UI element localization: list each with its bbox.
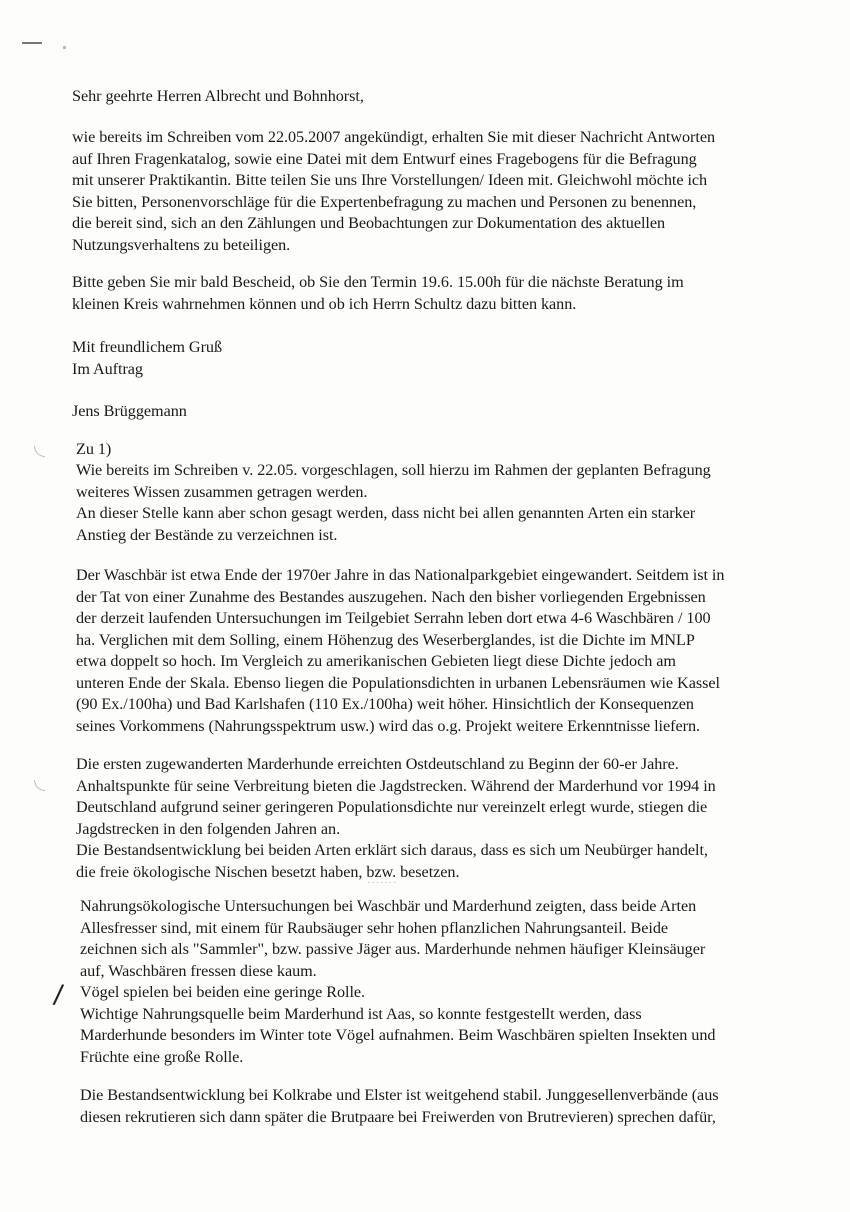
closing: Mit freundlichem Gruß	[72, 338, 222, 356]
text-line: Anhaltspunkte für seine Verbreitung bieten die Jagdstrecken. Während der Marderhund vor 1994 in	[76, 776, 716, 795]
text-line: An dieser Stelle kann aber schon gesagt werden, dass nicht bei allen genannten Arten ein starker	[76, 504, 696, 522]
answer-paragraph-5	[80, 1085, 719, 1128]
margin-handwritten-slash: /	[51, 979, 65, 1011]
text-line: Die ersten zugewanderten Marderhunde erreichten Ostdeutschland zu Beginn der 60-er Jahre.	[76, 755, 679, 773]
letter-paragraph-1	[72, 127, 715, 256]
text-line: diesen rekrutieren sich dann später die Brutpaare bei Freiwerden von Brutrevieren) sprechen dafür,	[80, 1107, 716, 1126]
answer-heading: Zu 1)	[76, 440, 112, 458]
signature-name: Jens Brüggemann	[72, 402, 187, 420]
text-line: zeichnen sich als "Sammler", bzw. passive Jäger aus. Marderhunde nehmen häufiger Kleinsäuger	[80, 940, 706, 958]
text-line: Wichtige Nahrungsquelle beim Marderhund ist Aas, so konnte festgestellt werden, dass	[80, 1004, 642, 1023]
text-line: kleinen Kreis wahrnehmen können und ob ich Herrn Schultz dazu bitten kann.	[72, 294, 577, 313]
text-line: die freie ökologische Nischen besetzt haben, bzw. besetzen.	[76, 862, 460, 881]
text-line: mit unserer Praktikantin. Bitte teilen Sie uns Ihre Vorstellungen/ Ideen mit. Gleichwohl möchte ich	[72, 171, 708, 189]
on-behalf: Im Auftrag	[72, 360, 143, 378]
text-line: auf, Waschbären fressen diese kaum.	[80, 961, 317, 980]
text-line: Wie bereits im Schreiben v. 22.05. vorgeschlagen, soll hierzu im Rahmen der geplanten Befragung	[76, 461, 711, 479]
text-line: seines Vorkommens (Nahrungsspektrum usw.) wird das o.g. Projekt weitere Erkenntnisse liefern.	[76, 716, 700, 735]
text-line: Die Bestandsentwicklung bei Kolkrabe und Elster ist weitgehend stabil. Junggesellenverbände (aus	[80, 1086, 719, 1104]
text-line: auf Ihren Fragenkatalog, sowie eine Datei mit dem Entwurf eines Fragebogens für die Befragung	[72, 149, 697, 168]
text-line: (90 Ex./100ha) und Bad Karlshafen (110 Ex./100ha) weit höher. Hinsichtlich der Konsequenzen	[76, 695, 694, 713]
answer-paragraph-3	[76, 754, 716, 883]
text-line: der Tat von einer Zunahme des Bestandes auszugehen. Nach den bisher vorliegenden Ergebnissen	[76, 587, 706, 606]
text-line: Früchte eine große Rolle.	[80, 1047, 244, 1066]
margin-hole-mark	[34, 446, 45, 457]
letter-paragraph-2	[72, 272, 684, 315]
scan-speck	[22, 42, 42, 44]
scan-dots: ·······	[367, 878, 398, 889]
text-line: der derzeit laufenden Untersuchungen im Teilgebiet Serrahn leben dort etwa 4-6 Waschbären / 100	[76, 609, 711, 627]
text-line: Die Bestandsentwicklung bei beiden Arten erklärt sich daraus, dass es sich um Neubürger handelt,	[76, 841, 708, 859]
text-line: Deutschland aufgrund seiner geringeren Populationsdichte nur vereinzelt erlegt wurde, stiegen die	[76, 798, 708, 816]
text-line: Vögel spielen bei beiden eine geringe Rolle.	[80, 983, 366, 1001]
text-line: Bitte geben Sie mir bald Bescheid, ob Sie den Termin 19.6. 15.00h für die nächste Beratung im	[72, 273, 684, 291]
text-line: Marderhunde besonders im Winter tote Vögel aufnahmen. Beim Waschbären spielten Insekten und	[80, 1026, 716, 1044]
text-line: Jagdstrecken in den folgenden Jahren an.	[76, 819, 341, 838]
scan-speck	[63, 46, 66, 49]
salutation: Sehr geehrte Herren Albrecht und Bohnhorst,	[72, 87, 364, 105]
text-line: weiteres Wissen zusammen getragen werden.	[76, 482, 368, 501]
text-line: Der Waschbär ist etwa Ende der 1970er Jahre in das Nationalparkgebiet eingewandert. Seitdem ist in	[76, 566, 725, 584]
text-line: Nutzungsverhaltens zu beteiligen.	[72, 235, 291, 254]
text-line: Nahrungsökologische Untersuchungen bei Waschbär und Marderhund zeigten, dass beide Arten	[80, 897, 697, 915]
text-line: ha. Verglichen mit dem Solling, einem Höhenzug des Weserberglandes, ist die Dichte im MNLP	[76, 630, 695, 649]
answer-paragraph-4	[80, 896, 715, 1068]
margin-hole-mark	[34, 780, 45, 791]
text-line: Allesfresser sind, mit einem für Raubsäuger sehr hohen pflanzlichen Nahrungsanteil. Beide	[80, 918, 669, 937]
text-line: unteren Ende der Skala. Ebenso liegen die Populationsdichten in urbanen Lebensräumen wie Kassel	[76, 673, 720, 692]
text-line: Sie bitten, Personenvorschläge für die Expertenbefragung zu machen und Personen zu benennen,	[72, 192, 697, 211]
text-line: Anstieg der Bestände zu verzeichnen ist.	[76, 525, 338, 544]
text-line: etwa doppelt so hoch. Im Vergleich zu amerikanischen Gebieten liegt diese Dichte jedoch am	[76, 652, 676, 670]
text-line: wie bereits im Schreiben vom 22.05.2007 angekündigt, erhalten Sie mit dieser Nachricht Antworten	[72, 128, 715, 146]
answer-paragraph-1	[76, 460, 711, 546]
text-line: die bereit sind, sich an den Zählungen und Beobachtungen zur Dokumentation des aktuellen	[72, 214, 666, 232]
answer-paragraph-2	[76, 565, 724, 737]
